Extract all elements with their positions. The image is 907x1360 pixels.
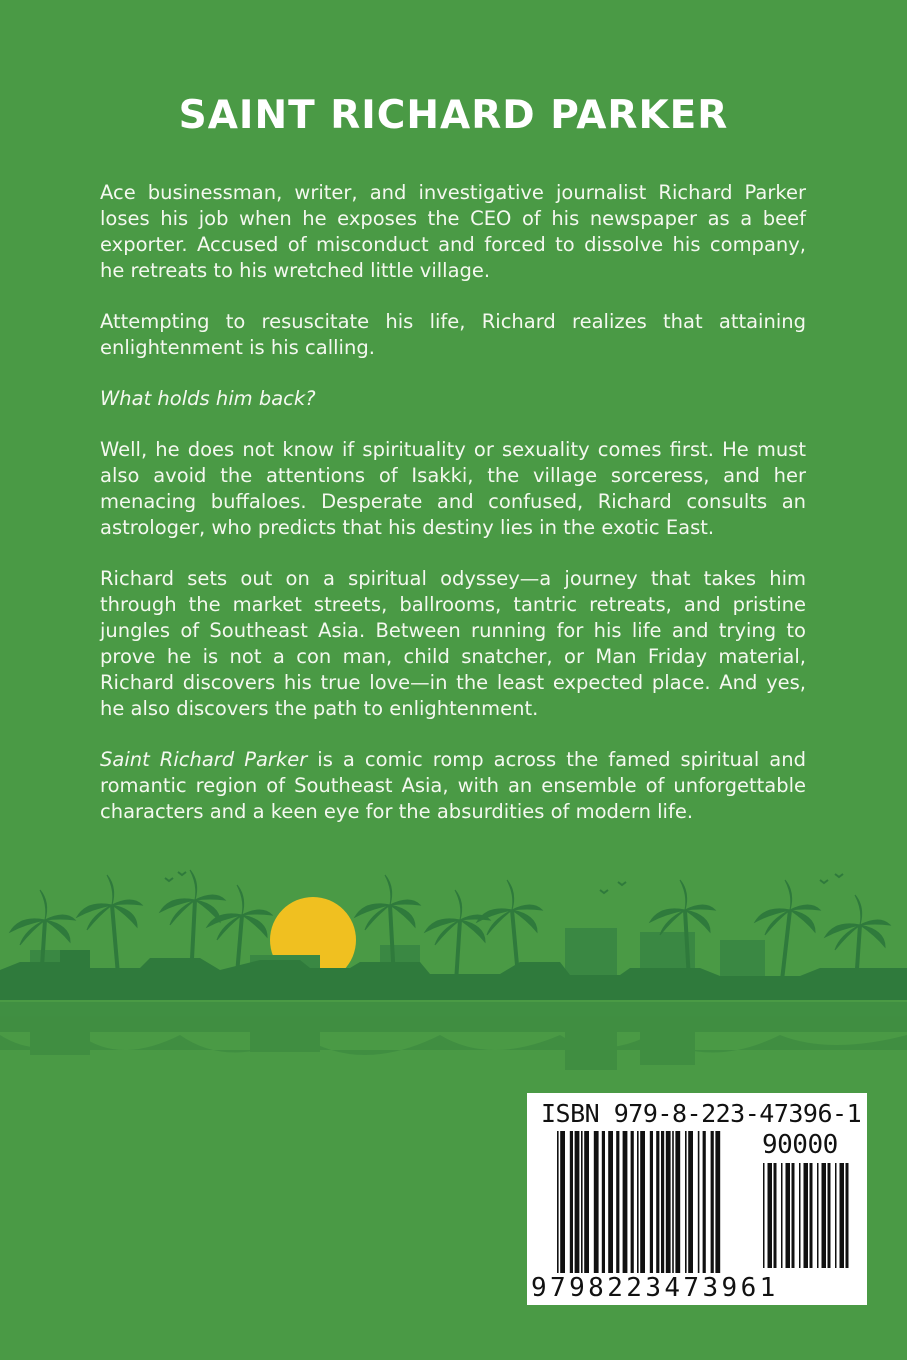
barcode-bar (675, 1131, 680, 1273)
price-code: 90000 (762, 1130, 838, 1160)
barcode-bar (637, 1131, 639, 1273)
barcode-bar (656, 1131, 659, 1273)
barcode-bar (631, 1131, 634, 1273)
blurb-paragraph-6-text: is a comic romp across the famed spiritual and romantic region of Southeast Asia, with an ensemble of unforgettable characters and a keen eye for the absurdities of modern life. (100, 748, 806, 823)
blurb-question: What holds him back? (100, 387, 316, 410)
barcode-bar (608, 1131, 613, 1273)
barcode-bar (688, 1131, 693, 1273)
book-title: SAINT RICHARD PARKER (178, 93, 729, 138)
isbn-label: ISBN 979-8-223-47396-1 (541, 1099, 862, 1128)
barcode-bar (672, 1131, 674, 1273)
blurb-paragraph-2: Attempting to resuscitate his life, Richard realizes that attaining enlightenment is his calling. (100, 310, 806, 359)
price-barcode-bar (804, 1163, 809, 1268)
price-barcode-bar (799, 1163, 801, 1268)
price-barcode-bar (835, 1163, 837, 1268)
ean-digits: 9798223473961 (531, 1273, 779, 1303)
price-barcode-bar (768, 1163, 773, 1268)
birds (165, 872, 843, 893)
barcode-bar (570, 1131, 573, 1273)
price-barcode-bar (763, 1163, 765, 1268)
barcode-bar (602, 1131, 605, 1273)
price-barcode-bar (840, 1163, 845, 1268)
blurb-paragraph-1: Ace businessman, writer, and investigative journalist Richard Parker loses his job when he exposes the CEO of his newspaper as a beef exporter. Accused of misconduct and forced to dissolve his company, he retreats to his wretched little village. (100, 181, 806, 282)
price-barcode-bar (828, 1163, 831, 1268)
price-barcode-bar (846, 1163, 849, 1268)
barcode-bar (581, 1131, 583, 1273)
barcode-bar (715, 1131, 720, 1273)
price-barcode-bar (781, 1163, 783, 1268)
barcode-bar (703, 1131, 706, 1273)
price-barcode-bar (774, 1163, 777, 1268)
price-barcode-bar (786, 1163, 791, 1268)
price-barcode-bar (792, 1163, 795, 1268)
barcode-bar (685, 1131, 687, 1273)
barcode-bar (557, 1131, 559, 1273)
price-barcode-bar (817, 1163, 819, 1268)
barcode-bar (640, 1131, 645, 1273)
blurb-paragraph-5: Richard sets out on a spiritual odyssey—a journey that takes him through the market streets, ballrooms, tantric retreats, and pristine jungles of Southeast Asia. Between running for his life and trying to prove he is not a con man, child snatcher, or Man Friday material, Richard discovers his true love—in the least expected place. And yes, he also discovers the path to enlightenment. (100, 567, 806, 720)
isbn-barcode (527, 1093, 867, 1305)
blurb-paragraph-6 (100, 747, 806, 825)
barcode-bar (650, 1131, 653, 1273)
barcode-bar (594, 1131, 599, 1273)
shoreline (0, 950, 907, 1000)
barcode-bar (623, 1131, 628, 1273)
price-barcode-bar (822, 1163, 827, 1268)
water-reflection (0, 1002, 907, 1070)
blurb-paragraph-4: Well, he does not know if spirituality or sexuality comes first. He must also avoid the attentions of Isakki, the village sorceress, and her menacing buffaloes. Desperate and confused, Richard consults an astrologer, who predicts that his destiny lies in the exotic East. (100, 438, 806, 539)
barcode-bar (575, 1131, 580, 1273)
blurb-title-reference: Saint Richard Parker (100, 748, 308, 771)
barcode-bar (666, 1131, 671, 1273)
barcode-bar (711, 1131, 714, 1273)
barcode-bar (661, 1131, 664, 1273)
book-blurb (100, 180, 806, 850)
barcode-bar (616, 1131, 619, 1273)
price-barcode-bar (810, 1163, 813, 1268)
barcode-bar (698, 1131, 700, 1273)
barcode-bar (560, 1131, 565, 1273)
barcode-bar (584, 1131, 589, 1273)
